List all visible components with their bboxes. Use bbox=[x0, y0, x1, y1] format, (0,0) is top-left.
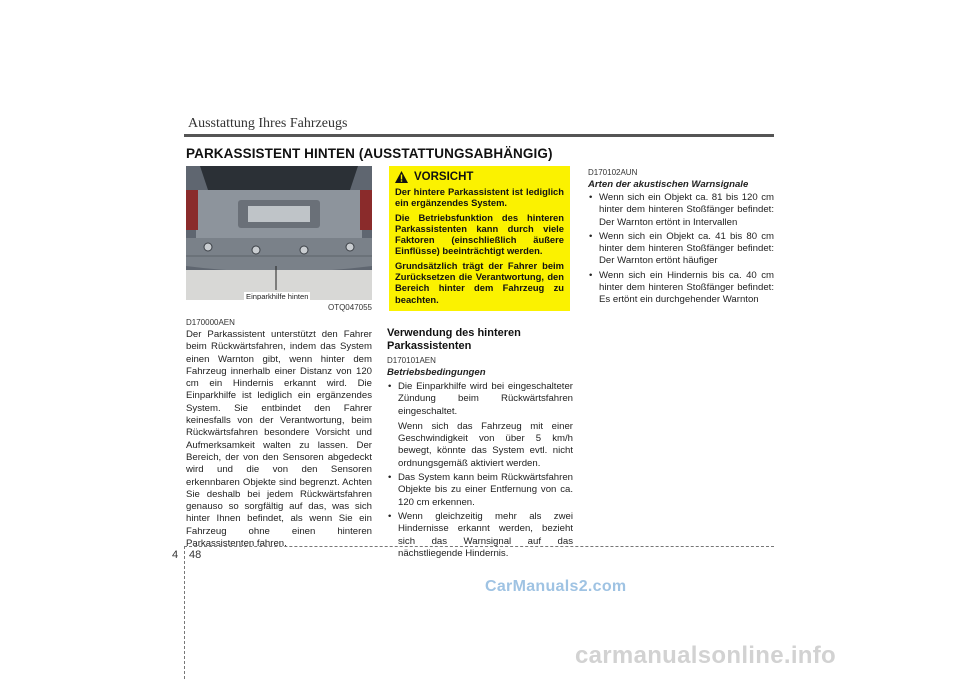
bullet-extra-text: Wenn sich das Fahrzeug mit einer Geschwindigkeit von über 5 km/h bewegt, könnte das System evtl. nicht ordnungsgemäß aktiviert werden. bbox=[398, 420, 573, 469]
section-title: PARKASSISTENT HINTEN (AUSSTATTUNGSABHÄNGIG) bbox=[186, 146, 553, 161]
warning-text-3: Grundsätzlich trägt der Fahrer beim Zurücksetzen die Verantwortung, den Bereich hinter dem Fahrzeug zu beachten. bbox=[395, 259, 564, 305]
col3-subheading: Arten der akustischen Warnsignale bbox=[588, 179, 749, 190]
figure-code: OTQ047055 bbox=[327, 303, 372, 312]
bullet-text: Wenn sich ein Objekt ca. 41 bis 80 cm hinter dem hinteren Stoßfänger befindet: Der Warnton ertönt häufiger bbox=[599, 230, 774, 267]
col2-heading: Verwendung des hinteren Parkassistenten bbox=[387, 327, 521, 352]
col2-subheading: Betriebsbedingungen bbox=[387, 367, 486, 378]
list-item bbox=[387, 511, 573, 560]
list-item bbox=[588, 231, 774, 268]
list-item bbox=[588, 192, 774, 229]
col1-code: D170000AEN bbox=[186, 318, 235, 327]
rear-bumper-illustration bbox=[186, 166, 372, 300]
header-title: Ausstattung Ihres Fahrzeugs bbox=[188, 116, 348, 131]
bullet-text: Wenn gleichzeitig mehr als zwei Hindernisse erkannt werden, bezieht sich das Warnsignal auf das nächstliegende Hindernis. bbox=[398, 510, 573, 559]
bullet-text: Das System kann beim Rückwärtsfahren Objekte bis zu einer Entfernung von ca. 120 cm erkennen. bbox=[398, 472, 573, 508]
warning-box bbox=[389, 166, 570, 311]
header-rule bbox=[184, 134, 774, 137]
chapter-number: 4 bbox=[172, 549, 179, 561]
watermark-bottom[interactable]: carmanualsonline.info bbox=[575, 642, 837, 669]
footer-vertical-divider bbox=[184, 546, 185, 679]
list-item bbox=[387, 472, 573, 509]
col2-bullet-list bbox=[387, 381, 573, 562]
rear-bumper-photo bbox=[186, 166, 372, 300]
figure-callout: Einparkhilfe hinten bbox=[246, 292, 309, 300]
bullet-text: Wenn sich ein Objekt ca. 81 bis 120 cm hinter dem hinteren Stoßfänger befindet: Der Warnton ertönt in Intervallen bbox=[599, 192, 774, 228]
watermark-top[interactable]: CarManuals2.com bbox=[485, 578, 627, 595]
footer-divider bbox=[184, 546, 774, 547]
bullet-text: Die Einparkhilfe wird bei eingeschalteter Zündung beim Rückwärtsfahren eingeschaltet. bbox=[398, 381, 573, 417]
list-item bbox=[387, 381, 573, 470]
list-item bbox=[588, 270, 774, 307]
warning-triangle-icon bbox=[395, 171, 408, 183]
col3-bullet-list bbox=[588, 192, 774, 309]
warning-text-1: Der hintere Parkassistent ist lediglich ein ergänzendes System. bbox=[395, 186, 564, 209]
col1-body: Der Parkassistent unterstützt den Fahrer beim Rückwärtsfahren, indem das System einen Warnton gibt, wenn hinter dem Fahrzeug innerhalb einer Distanz von 120 cm ein Hindernis erkannt wird. Die Einparkhilfe ist lediglich ein ergänzendes System. Sie entbindet den Fahrer keinesfalls von der Verantwortung, beim Rückwärtsfahren besondere Vorsicht und Aufmerksamkeit walten zu lassen. Der Bereich, der von den Sensoren abgedeckt wird und die von den Sensoren erkennbaren Objekte sind begrenzt. Achten Sie deshalb bei jedem Rückwärtsfahren genauso so sorgfältig auf das, was sich hinter Ihnen befindet, als wenn Sie ein Fahrzeug ohne einen hinteren Parkassistenten fahren. bbox=[186, 329, 372, 550]
bullet-text: Wenn sich ein Hindernis bis ca. 40 cm hinter dem hinteren Stoßfänger befindet: Es ertönt ein durchgehender Warnton bbox=[599, 269, 774, 306]
page-number: 48 bbox=[189, 549, 202, 561]
warning-title: VORSICHT bbox=[414, 171, 474, 183]
col2-code: D170101AEN bbox=[387, 356, 436, 365]
warning-text-2: Die Betriebsfunktion des hinteren Parkassistenten kann durch viele Faktoren (einschließlich äußere Einflüsse) beeinträchtigt werden. bbox=[395, 211, 564, 257]
col3-code: D170102AUN bbox=[588, 168, 638, 177]
